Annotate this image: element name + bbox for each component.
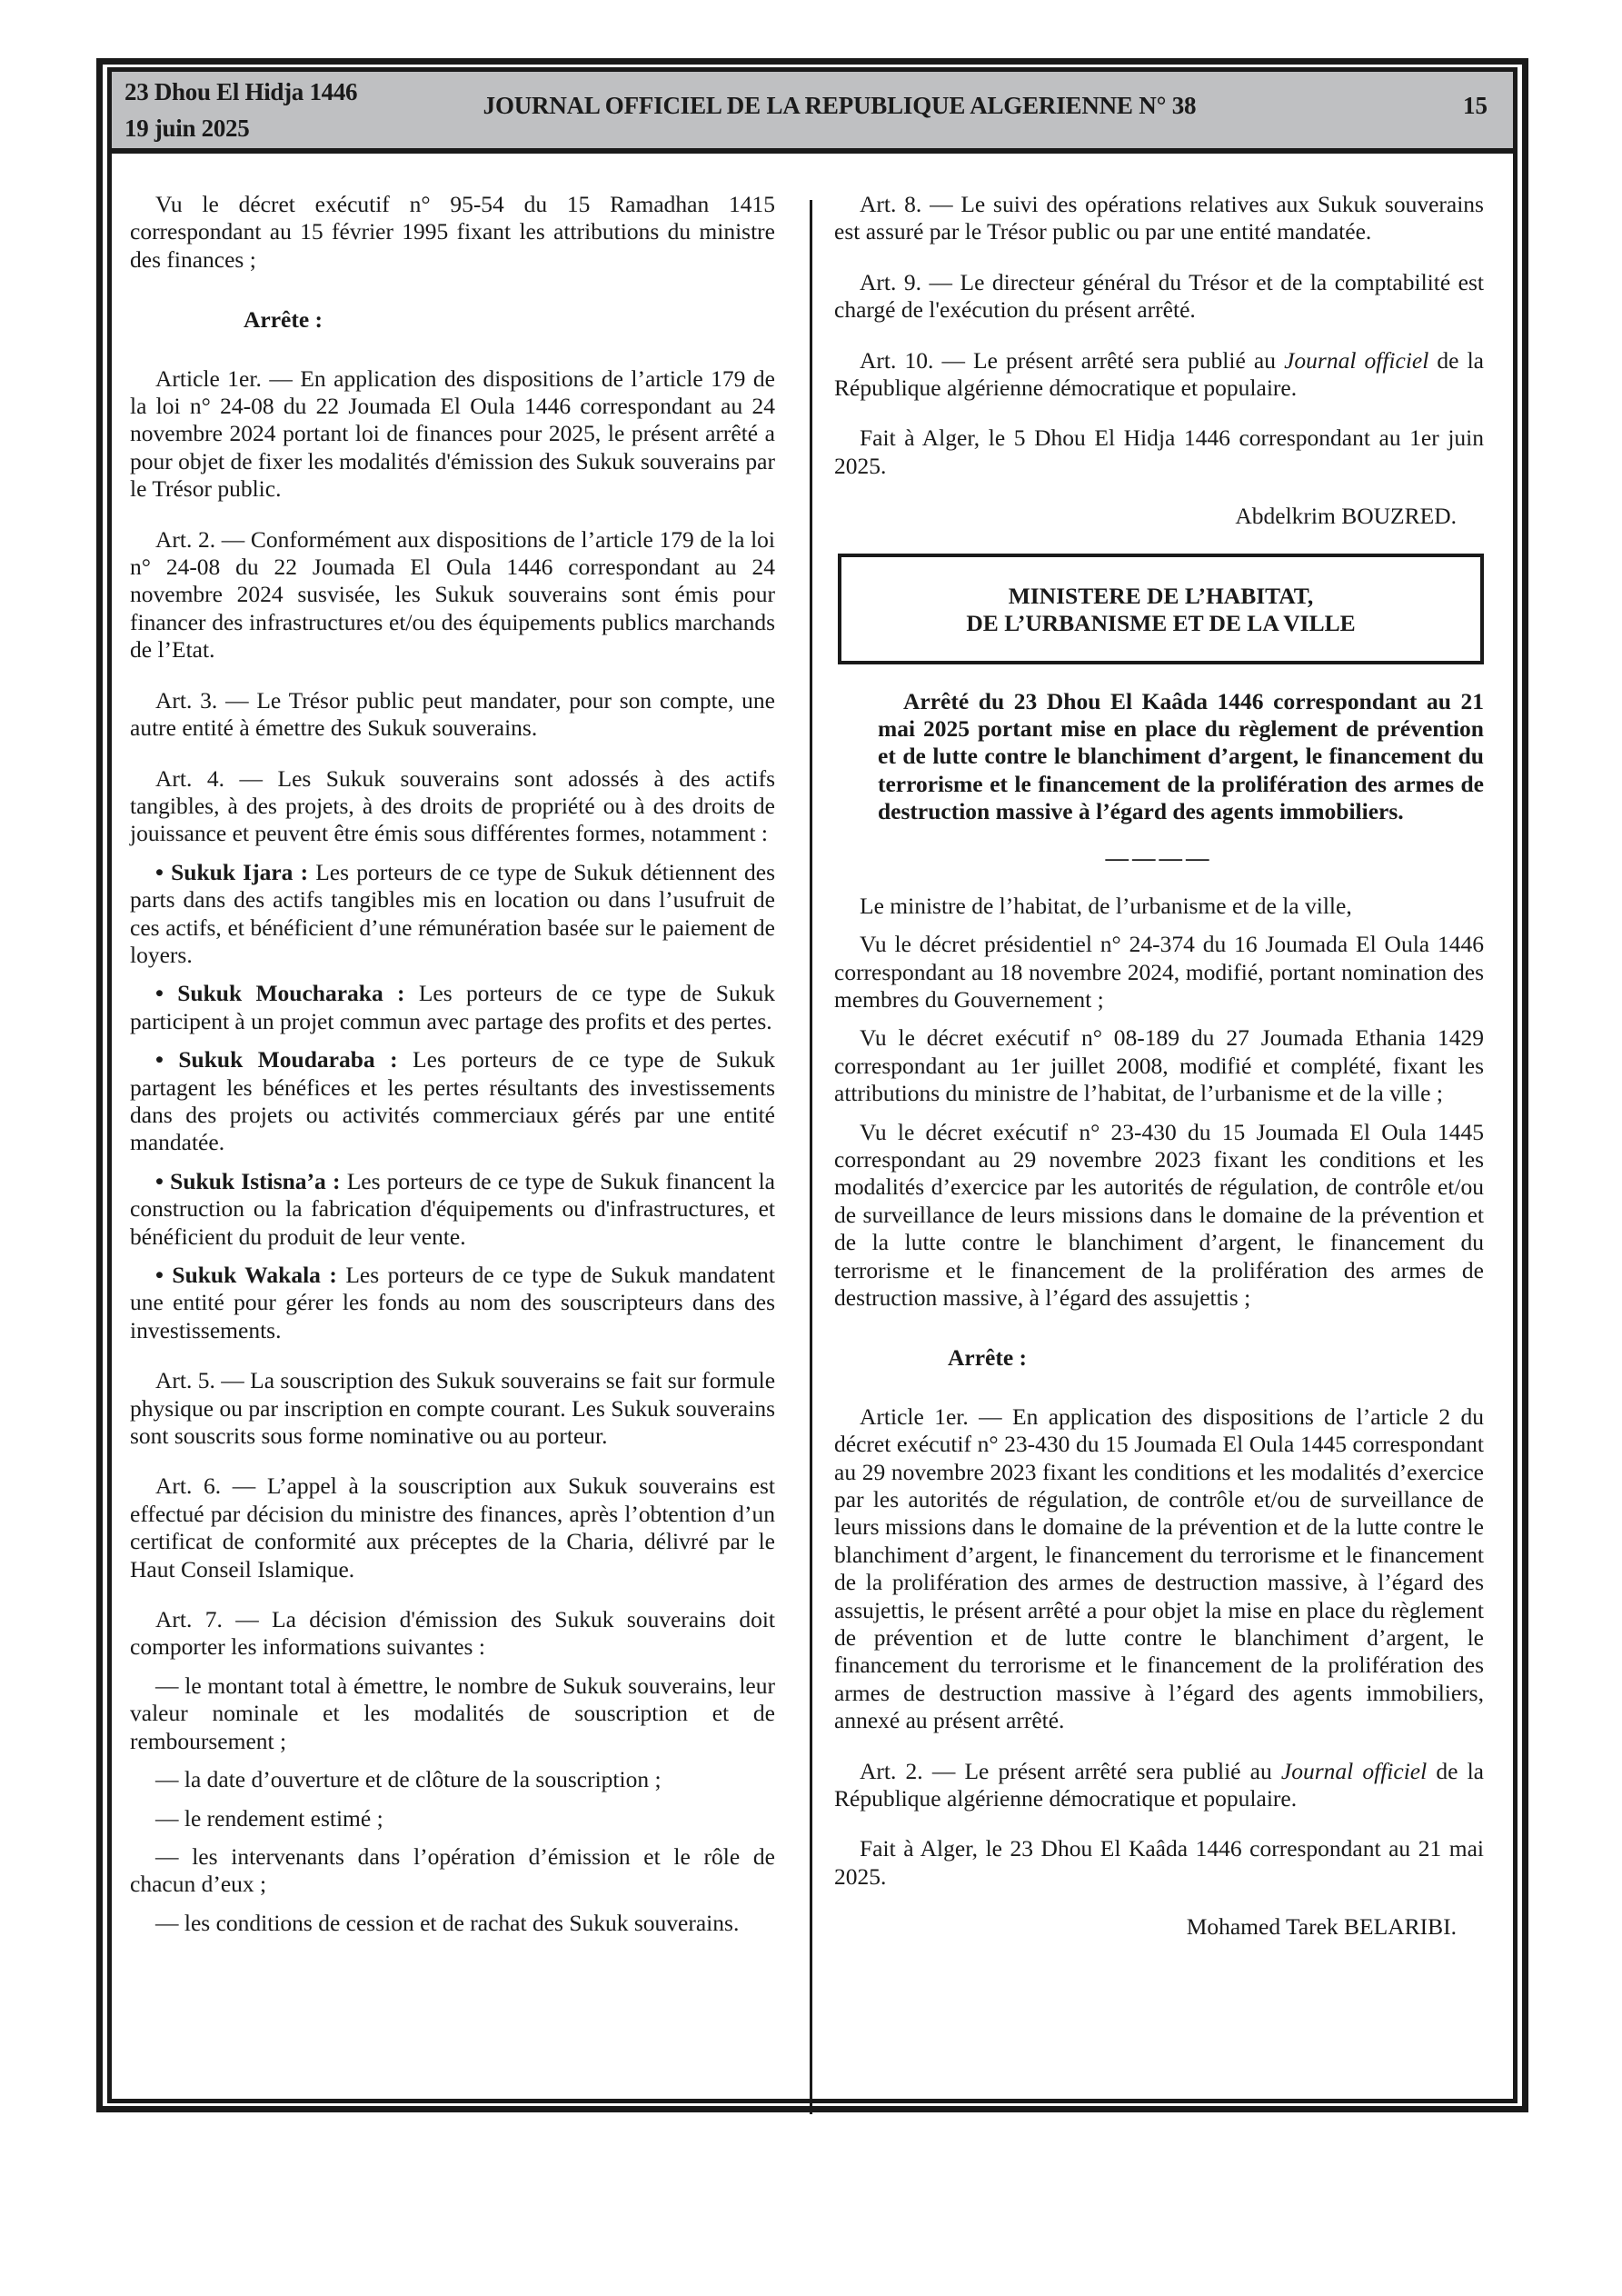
minister-intro: Le ministre de l’habitat, de l’urbanisme et de la ville, (860, 892, 1352, 919)
vu-decret-24-374: Vu le décret présidentiel n° 24-374 du 16 Joumada El Oula 1446 correspondant au 18 novembre 2024, modifié, portant nomination des membres du Gouvernement ; (834, 931, 1484, 1013)
sukuk-type-name: • Sukuk Moucharaka : (155, 980, 405, 1007)
sukuk-type-text: Les porteurs de ce type de Sukuk mandatent une entité pour gérer les fonds au nom des souscripteurs dans des investissements. (130, 1262, 775, 1343)
sukuk-type-text: Les porteurs de ce type de Sukuk partagent les bénéfices et les pertes résultants des investissements dans des projets ou activités commerciaux gérés par une entité mandatée. (130, 1046, 775, 1156)
article-7-item: — la date d’ouverture et de clôture de la souscription ; (155, 1766, 662, 1793)
sukuk-type-text: Les porteurs de ce type de Sukuk participent à un projet commun avec partage des profits et des pertes. (130, 980, 775, 1034)
header-gregorian-date: 19 juin 2025 (124, 115, 250, 142)
article-4: Art. 4. — Les Sukuk souverains sont adossés à des actifs tangibles, à des projets, à des droits de propriété ou à des droits de jouissance et peuvent être émis sous différentes formes, notamment : (130, 764, 775, 847)
sukuk-type-name: • Sukuk Wakala : (155, 1262, 337, 1288)
article-3: Art. 3. — Le Trésor public peut mandater, pour son compte, une autre entité à émettre des Sukuk souverains. (130, 686, 775, 742)
sukuk-istisna (130, 1168, 775, 1251)
article-2-text: Art. 2. — Le présent arrêté sera publié au (860, 1757, 1281, 1784)
article-7-item: — le rendement estimé ; (155, 1804, 383, 1832)
column-divider (810, 200, 812, 2114)
ministry-heading-box (838, 554, 1484, 664)
vu-decret-08-189: Vu le décret exécutif n° 08-189 du 27 Joumada Ethania 1429 correspondant au 1er juillet 2008, modifié et complété, fixant les attributions du ministre de l’habitat, de l’urbanisme et de la ville ; (834, 1024, 1484, 1107)
sukuk-type-text: Les porteurs de ce type de Sukuk détiennent des parts dans des actifs tangibles mis en location ou dans l’usufruit de ces actifs, et bénéficient d’une rémunération basée sur le paiement de loyers. (130, 858, 775, 968)
vu-decret-23-430: Vu le décret exécutif n° 23-430 du 15 Joumada El Oula 1445 correspondant au 29 novembre 2023 fixant les conditions et les modalités d’exercice par les autorités de régulation, de contrôle et/ou de surveillance de leurs missions dans le domaine de la prévention et de la lutte contre le blanchiment d’argent, le financement du terrorisme et le financement de la prolifération des armes de destruction massive, à l’égard des assujettis ; (834, 1118, 1484, 1311)
journal-officiel-italic: Journal officiel (1284, 346, 1429, 374)
journal-officiel-italic: Journal officiel (1280, 1757, 1428, 1784)
article-8: Art. 8. — Le suivi des opérations relatives aux Sukuk souverains est assuré par le Trésor public ou par une entité mandatée. (834, 191, 1484, 245)
sukuk-moucharaka (130, 980, 775, 1035)
sukuk-moudaraba (130, 1046, 775, 1157)
header-journal-title: JOURNAL OFFICIEL DE LA REPUBLIQUE ALGERIENNE N° 38 (483, 92, 1197, 119)
article-7-item: — les intervenants dans l’opération d’émission et le rôle de chacun d’eux ; (130, 1842, 775, 1898)
fait-a-alger-1: Fait à Alger, le 5 Dhou El Hidja 1446 correspondant au 1er juin 2025. (834, 424, 1484, 479)
vu-decret-95-54: Vu le décret exécutif n° 95-54 du 15 Ramadhan 1415 correspondant au 15 février 1995 fixant les attributions du ministre des finances ; (130, 191, 775, 273)
header-hijri-date: 23 Dhou El Hidja 1446 (124, 78, 358, 105)
article-10-text-end: de la République algérienne démocratique et populaire. (834, 346, 1485, 402)
ministry-line-2: DE L’URBANISME ET DE LA VILLE (966, 609, 1356, 636)
decree-title: Arrêté du 23 Dhou El Kaâda 1446 correspondant au 21 mai 2025 portant mise en place du règlement de prévention et de lutte contre le blanchiment d’argent, le financement du terrorisme et le financement de la prolifération des armes de destruction massive à l’égard des agents immobiliers. (878, 687, 1484, 825)
article-7: Art. 7. — La décision d'émission des Sukuk souverains doit comporter les informations suivantes : (130, 1606, 775, 1661)
sukuk-ijara (130, 859, 775, 970)
signature-bouzred: Abdelkrim BOUZRED. (1235, 503, 1457, 530)
arrete-heading: Arrête : (244, 306, 323, 334)
sukuk-wakala (130, 1262, 775, 1344)
article-10 (834, 347, 1484, 403)
sukuk-type-name: • Sukuk Ijara : (155, 858, 309, 885)
signature-belaribi: Mohamed Tarek BELARIBI. (1186, 1913, 1457, 1941)
article-2-text-end: de la République algérienne démocratique et populaire. (834, 1757, 1485, 1812)
separator-dashes: ———— (1105, 844, 1213, 871)
article-1-habitat: Article 1er. — En application des dispositions de l’article 2 du décret exécutif n° 23-430 du 15 Joumada El Oula 1445 correspondant au 29 novembre 2023 fixant les conditions et les modalités d’exercice par les autorités de régulation, de contrôle et/ou de surveillance de leurs missions dans le domaine de la prévention et de la lutte contre le blanchiment d’argent, le financement du terrorisme et le financement de la prolifération des armes de destruction massive, à l’égard des assujettis, le présent arrêté a pour objet la mise en place du règlement de prévention et de lutte contre le blanchiment d’argent, le financement du terrorisme et le financement de la prolifération des armes de destruction massive à l’égard des agents immobiliers, annexé au présent arrêté. (834, 1403, 1484, 1734)
article-10-text: Art. 10. — Le présent arrêté sera publié au (860, 346, 1285, 374)
article-7-item: — les conditions de cession et de rachat des Sukuk souverains. (155, 1909, 740, 1936)
ministry-line-1: MINISTERE DE L’HABITAT, (1008, 582, 1314, 609)
article-6: Art. 6. — L’appel à la souscription aux Sukuk souverains est effectué par décision du ministre des finances, après l’obtention d’un certificat de conformité aux préceptes de la Charia, délivré par le Haut Conseil Islamique. (130, 1472, 775, 1582)
sukuk-type-text: Les porteurs de ce type de Sukuk financent la construction ou la fabrication d'équipements ou d'infrastructures, et bénéficient du produit de leur vente. (130, 1167, 775, 1250)
article-1: Article 1er. — En application des dispositions de l’article 179 de la loi n° 24-08 du 22 Joumada El Oula 1446 correspondant au 24 novembre 2024 portant loi de finances pour 2025, le présent arrêté a pour objet de fixer les modalités d'émission des Sukuk souverains par le Trésor public. (130, 364, 775, 503)
header-page-number: 15 (1463, 92, 1488, 119)
sukuk-type-name: • Sukuk Istisna’a : (155, 1167, 341, 1194)
fait-a-alger-2: Fait à Alger, le 23 Dhou El Kaâda 1446 correspondant au 21 mai 2025. (834, 1835, 1484, 1890)
arrete-heading-2: Arrête : (948, 1344, 1028, 1372)
sukuk-type-name: • Sukuk Moudaraba : (155, 1046, 398, 1073)
journal-header (112, 72, 1513, 154)
article-9: Art. 9. — Le directeur général du Trésor et de la comptabilité est chargé de l'exécution du présent arrêté. (834, 268, 1484, 324)
article-2: Art. 2. — Conformément aux dispositions de l’article 179 de la loi n° 24-08 du 22 Joumada El Oula 1446 correspondant au 24 novembre 2024 susvisée, les Sukuk souverains sont émis pour financer des infrastructures et/ou des équipements publics marchands de l’Etat. (130, 525, 775, 664)
article-2-habitat (834, 1758, 1484, 1813)
left-column (130, 191, 775, 1948)
article-5: Art. 5. — La souscription des Sukuk souverains se fait sur formule physique ou par inscription en compte courant. Les Sukuk souverains sont souscrits sous forme nominative ou au porteur. (130, 1367, 776, 1450)
article-7-item: — le montant total à émettre, le nombre de Sukuk souverains, leur valeur nominale et les modalités de souscription et de remboursement ; (130, 1672, 775, 1754)
right-column (834, 191, 1484, 1964)
